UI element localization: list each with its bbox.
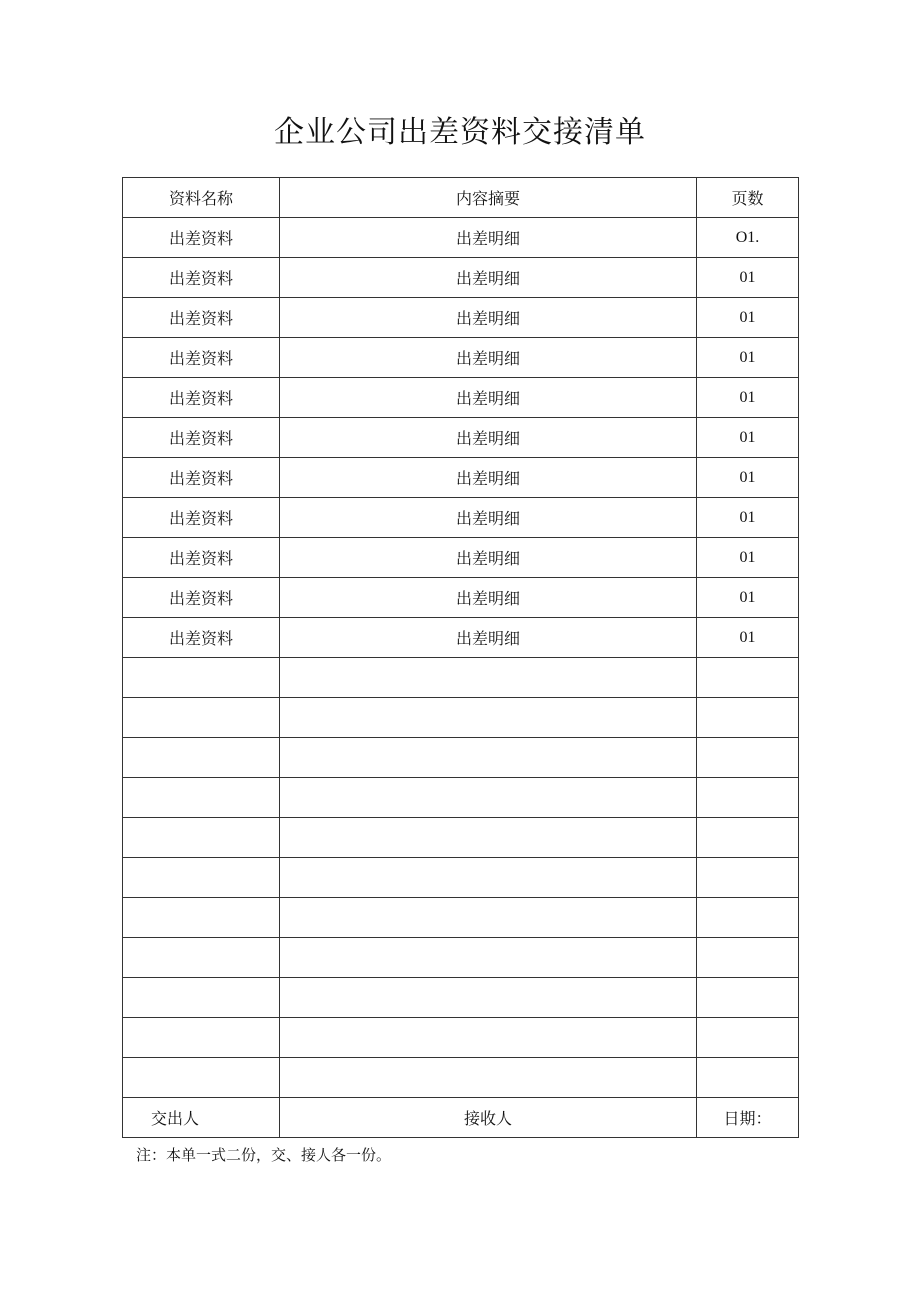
empty-cell (123, 778, 280, 818)
empty-table-row (123, 778, 799, 818)
cell-summary: 出差明细 (280, 538, 697, 578)
empty-table-row (123, 858, 799, 898)
page-title: 企业公司出差资料交接清单 (274, 115, 646, 150)
received-by-label: 接收人 (280, 1098, 697, 1138)
cell-name: 出差资料 (123, 498, 280, 538)
empty-cell (697, 818, 799, 858)
empty-table-row (123, 938, 799, 978)
empty-cell (123, 978, 280, 1018)
empty-table-row (123, 698, 799, 738)
empty-cell (123, 1018, 280, 1058)
table-row (123, 418, 799, 458)
table-row (123, 618, 799, 658)
empty-table-row (123, 898, 799, 938)
empty-cell (280, 658, 697, 698)
empty-cell (280, 898, 697, 938)
empty-cell (280, 858, 697, 898)
cell-name: 出差资料 (123, 618, 280, 658)
header-name: 资料名称 (123, 178, 280, 218)
cell-name: 出差资料 (123, 578, 280, 618)
empty-cell (280, 738, 697, 778)
empty-cell (280, 818, 697, 858)
empty-cell (697, 858, 799, 898)
signature-row (123, 1098, 799, 1138)
empty-cell (123, 858, 280, 898)
cell-name: 出差资料 (123, 338, 280, 378)
cell-pages: O1. (697, 218, 799, 258)
header-summary: 内容摘要 (280, 178, 697, 218)
footer-note: 注：本单一式二份，交、接人各一份。 (136, 1146, 392, 1164)
cell-summary: 出差明细 (280, 218, 697, 258)
empty-cell (123, 818, 280, 858)
cell-summary: 出差明细 (280, 258, 697, 298)
table-row (123, 498, 799, 538)
empty-cell (697, 1018, 799, 1058)
empty-cell (280, 1018, 697, 1058)
table-row (123, 538, 799, 578)
empty-table-row (123, 978, 799, 1018)
cell-summary: 出差明细 (280, 338, 697, 378)
cell-name: 出差资料 (123, 538, 280, 578)
empty-cell (697, 938, 799, 978)
table-row (123, 258, 799, 298)
cell-name: 出差资料 (123, 298, 280, 338)
cell-summary: 出差明细 (280, 458, 697, 498)
empty-cell (123, 698, 280, 738)
cell-name: 出差资料 (123, 378, 280, 418)
empty-cell (697, 738, 799, 778)
cell-pages: 01 (697, 538, 799, 578)
cell-pages: 01 (697, 338, 799, 378)
empty-cell (123, 1058, 280, 1098)
empty-cell (697, 658, 799, 698)
cell-pages: 01 (697, 498, 799, 538)
empty-cell (123, 938, 280, 978)
empty-cell (697, 898, 799, 938)
cell-name: 出差资料 (123, 218, 280, 258)
table-body (123, 178, 799, 1138)
date-label: 日期： (697, 1098, 799, 1138)
cell-summary: 出差明细 (280, 418, 697, 458)
empty-cell (123, 898, 280, 938)
table-row (123, 298, 799, 338)
table-row (123, 578, 799, 618)
table-row (123, 218, 799, 258)
table-row (123, 458, 799, 498)
empty-table-row (123, 658, 799, 698)
empty-cell (697, 698, 799, 738)
empty-cell (697, 1058, 799, 1098)
cell-pages: 01 (697, 378, 799, 418)
cell-summary: 出差明细 (280, 298, 697, 338)
empty-table-row (123, 1058, 799, 1098)
empty-cell (280, 978, 697, 1018)
empty-cell (697, 978, 799, 1018)
cell-pages: 01 (697, 458, 799, 498)
cell-summary: 出差明细 (280, 378, 697, 418)
table-row (123, 338, 799, 378)
empty-cell (280, 698, 697, 738)
empty-cell (280, 778, 697, 818)
cell-pages: 01 (697, 578, 799, 618)
empty-cell (697, 778, 799, 818)
cell-pages: 01 (697, 418, 799, 458)
cell-summary: 出差明细 (280, 578, 697, 618)
header-pages: 页数 (697, 178, 799, 218)
handed-over-by-label: 交出人 (123, 1098, 280, 1138)
cell-summary: 出差明细 (280, 498, 697, 538)
empty-table-row (123, 1018, 799, 1058)
empty-cell (123, 658, 280, 698)
table-row (123, 378, 799, 418)
empty-table-row (123, 818, 799, 858)
cell-pages: 01 (697, 298, 799, 338)
empty-cell (280, 1058, 697, 1098)
cell-name: 出差资料 (123, 458, 280, 498)
empty-table-row (123, 738, 799, 778)
table-header-row (123, 178, 799, 218)
empty-cell (123, 738, 280, 778)
cell-summary: 出差明细 (280, 618, 697, 658)
cell-pages: 01 (697, 258, 799, 298)
empty-cell (280, 938, 697, 978)
handover-table (122, 177, 799, 1138)
cell-name: 出差资料 (123, 258, 280, 298)
cell-name: 出差资料 (123, 418, 280, 458)
cell-pages: 01 (697, 618, 799, 658)
